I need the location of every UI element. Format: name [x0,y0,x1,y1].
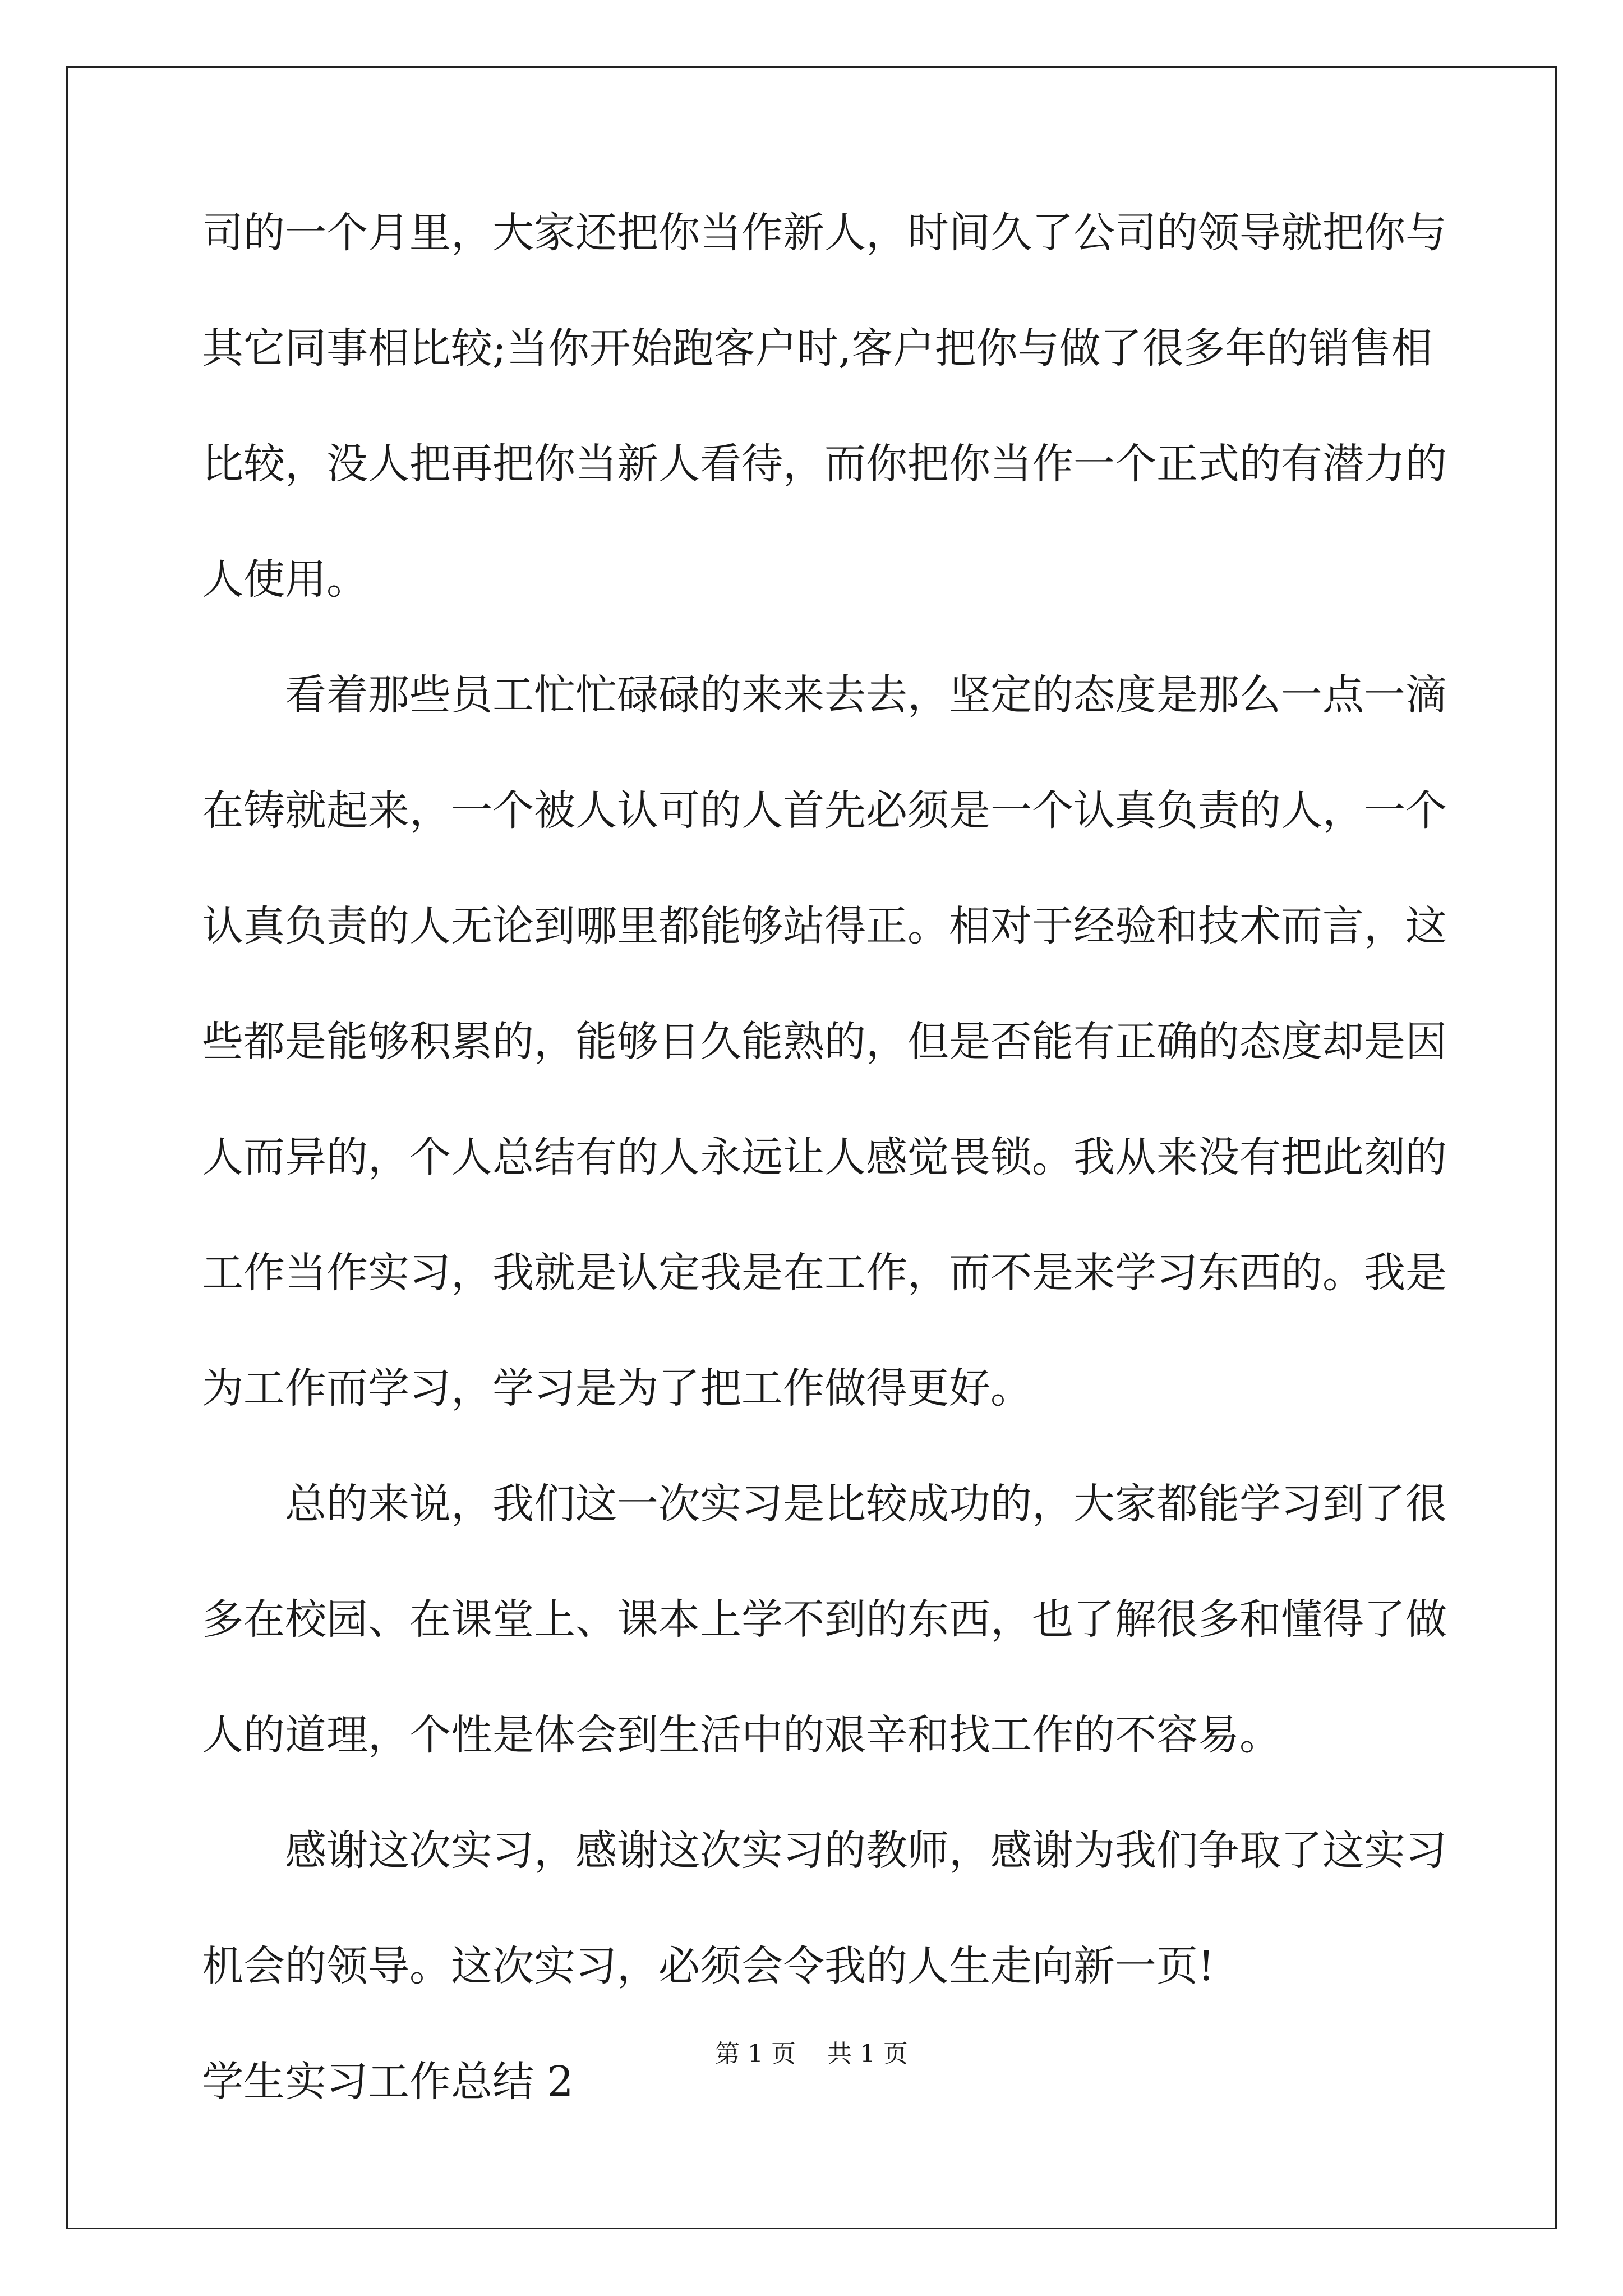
text-line: 认真负责的人无论到哪里都能够站得正。相对于经验和技术而言，这 [202,902,1447,950]
text-line: 工作当作实习，我就是认定我是在工作，而不是来学习东西的。我是 [202,1249,1447,1297]
section-heading: 学生实习工作总结 2 [202,2058,574,2106]
text-line: 在铸就起来，一个被人认可的人首先必须是一个认真负责的人，一个 [202,786,1447,835]
text-line: 司的一个月里，大家还把你当作新人，时间久了公司的领导就把你与 [202,209,1447,257]
text-line: 人的道理，个性是体会到生活中的艰辛和找工作的不容易。 [202,1711,1281,1759]
text-line: 机会的领导。这次实习，必须会令我的人生走向新一页! [202,1942,1215,1990]
page-footer: 第 1 页 共 1 页 [715,2040,908,2068]
text-line: 人使用。 [202,555,368,604]
text-line: 看着那些员工忙忙碌碌的来来去去，坚定的态度是那么一点一滴 [285,671,1447,719]
text-line: 其它同事相比较;当你开始跑客户时,客户把你与做了很多年的销售相 [202,324,1433,372]
text-line: 多在校园、在课堂上、课本上学不到的东西，也了解很多和懂得了做 [202,1595,1447,1644]
text-line: 为工作而学习，学习是为了把工作做得更好。 [202,1364,1032,1412]
document-body [202,202,1447,2166]
text-line: 些都是能够积累的，能够日久能熟的，但是否能有正确的态度却是因 [202,1018,1447,1066]
text-line: 感谢这次实习，感谢这次实习的教师，感谢为我们争取了这实习 [285,1826,1447,1875]
text-line: 总的来说，我们这一次实习是比较成功的，大家都能学习到了很 [285,1480,1447,1528]
text-line: 比较，没人把再把你当新人看待，而你把你当作一个正式的有潜力的 [202,440,1447,488]
text-line: 人而异的，个人总结有的人永远让人感觉畏锁。我从来没有把此刻的 [202,1133,1447,1181]
